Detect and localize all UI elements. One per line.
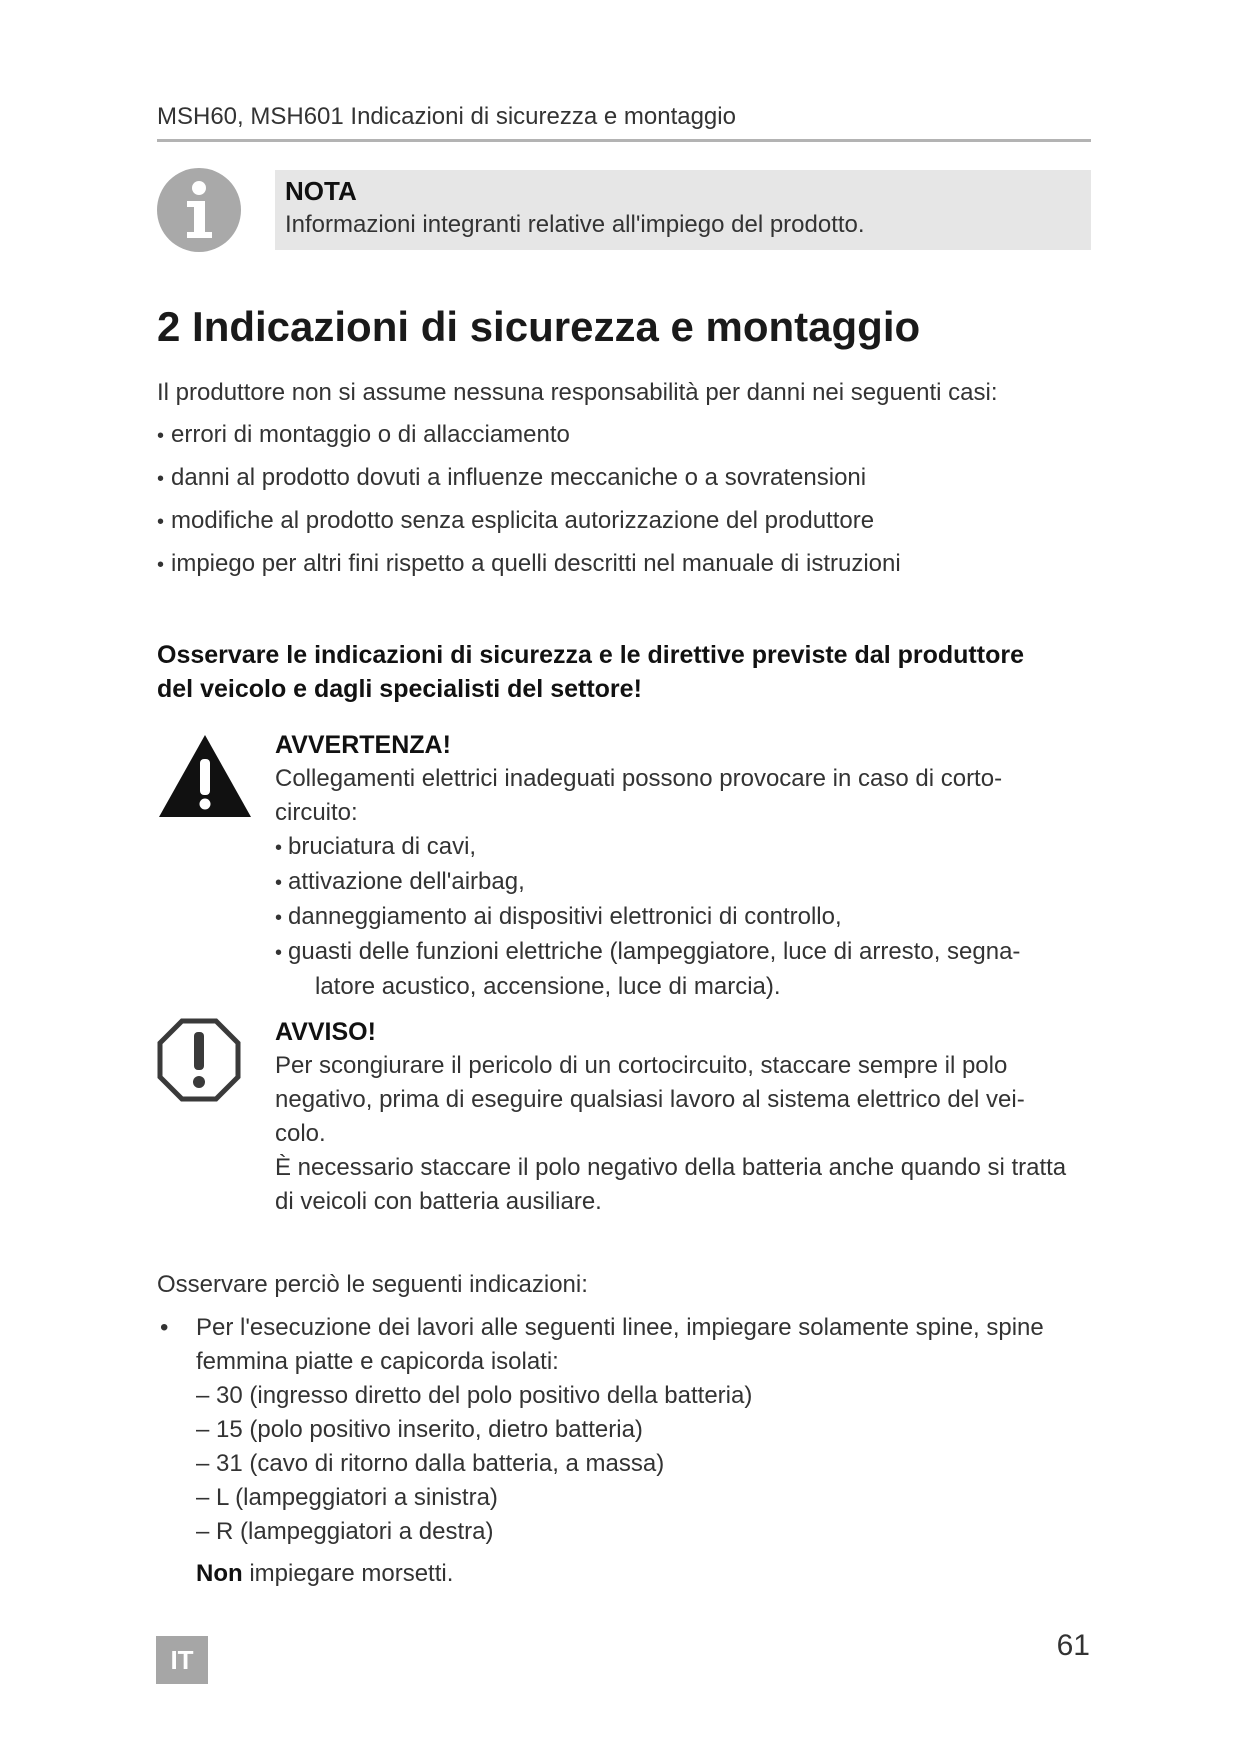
info-icon [157, 168, 241, 252]
list-item: • danni al prodotto dovuti a influenze meccaniche o a sovratensioni [157, 464, 867, 491]
warning-triangle-icon [157, 733, 253, 819]
list-item: • impiego per altri fini rispetto a quelli descritti nel manuale di istruzioni [157, 550, 901, 577]
list-item-text: danni al prodotto dovuti a influenze meccaniche o a sovratensioni [171, 464, 867, 491]
language-badge: IT [156, 1636, 208, 1684]
list-item-text: errori di montaggio o di allacciamento [171, 421, 570, 448]
cable-line: – L (lampeggiatori a sinistra) [196, 1484, 498, 1511]
list-item: • errori di montaggio o di allacciamento [157, 421, 570, 448]
instructions-list [157, 1311, 1091, 1591]
instructions-intro: Osservare perciò le seguenti indicazioni: [157, 1271, 588, 1298]
octagon-exclamation-icon [157, 1018, 241, 1102]
nota-box [275, 170, 1091, 250]
notice-text-line: Per scongiurare il pericolo di un cortocircuito, staccare sempre il polo [275, 1052, 1008, 1079]
warning-text-line: circuito: [275, 799, 358, 826]
warning-block [275, 728, 1091, 1004]
notice-text-line: È necessario staccare il polo negativo della batteria anche quando si tratta [275, 1154, 1067, 1181]
list-item: • modifiche al prodotto senza esplicita autorizzazione del produttore [157, 507, 875, 534]
notice-text-line: colo. [275, 1120, 326, 1147]
list-item: • attivazione dell'airbag, [275, 868, 525, 895]
page-header [157, 100, 1091, 142]
warning-title: AVVERTENZA! [275, 731, 451, 759]
cable-line: – 30 (ingresso diretto del polo positivo della batteria) [196, 1382, 753, 1409]
nota-title: NOTA [285, 176, 357, 206]
non-bold: Non [196, 1560, 243, 1587]
observe-line: del veicolo e dagli specialisti del settore! [157, 675, 642, 703]
list-item: • danneggiamento ai dispositivi elettronici di controllo, [275, 903, 842, 930]
non-line [196, 1557, 1091, 1591]
list-item-text: bruciatura di cavi, [288, 833, 477, 860]
notice-block [275, 1015, 1091, 1219]
list-item: • bruciatura di cavi, [275, 833, 477, 860]
list-item-text: guasti delle funzioni elettriche (lampeggiatore, luce di arresto, segna- [288, 938, 1021, 965]
liability-intro [157, 372, 1091, 586]
notice-title: AVVISO! [275, 1018, 376, 1046]
cable-line: – R (lampeggiatori a destra) [196, 1518, 494, 1545]
instructions-body [196, 1311, 1091, 1591]
list-item: • guasti delle funzioni elettriche (lampeggiatore, luce di arresto, segna- [275, 938, 1021, 965]
instructions-line: femmina piatte e capicorda isolati: [196, 1348, 559, 1375]
bullet-dot: • [160, 1314, 169, 1341]
list-item-text: impiego per altri fini rispetto a quelli descritti nel manuale di istruzioni [171, 550, 901, 577]
running-title: MSH60, MSH601 Indicazioni di sicurezza e montaggio [157, 103, 736, 130]
section-title: 2 Indicazioni di sicurezza e montaggio [157, 303, 921, 350]
cable-line: – 15 (polo positivo inserito, dietro batteria) [196, 1416, 643, 1443]
notice-text-line: di veicoli con batteria ausiliare. [275, 1188, 602, 1215]
non-rest: impiegare morsetti. [242, 1560, 454, 1587]
list-item-text: modifiche al prodotto senza esplicita autorizzazione del produttore [171, 507, 875, 534]
list-item-text: danneggiamento ai dispositivi elettronici di controllo, [288, 903, 842, 930]
list-item-continuation: latore acustico, accensione, luce di marcia). [315, 973, 781, 1000]
nota-text: Informazioni integranti relative all'impiego del prodotto. [285, 211, 865, 238]
observe-line: Osservare le indicazioni di sicurezza e le direttive previste dal produttore [157, 641, 1024, 669]
intro-text: Il produttore non si assume nessuna responsabilità per danni nei seguenti casi: [157, 379, 998, 406]
warning-text-line: Collegamenti elettrici inadeguati possono provocare in caso di corto- [275, 765, 1003, 792]
page-number: 61 [1056, 1629, 1090, 1662]
notice-text-line: negativo, prima di eseguire qualsiasi lavoro al sistema elettrico del vei- [275, 1086, 1025, 1113]
observe-heading [157, 638, 1091, 706]
instructions-line: Per l'esecuzione dei lavori alle seguenti linee, impiegare solamente spine, spine [196, 1314, 1044, 1341]
list-item-text: attivazione dell'airbag, [288, 868, 525, 895]
cable-line: – 31 (cavo di ritorno dalla batteria, a massa) [196, 1450, 665, 1477]
